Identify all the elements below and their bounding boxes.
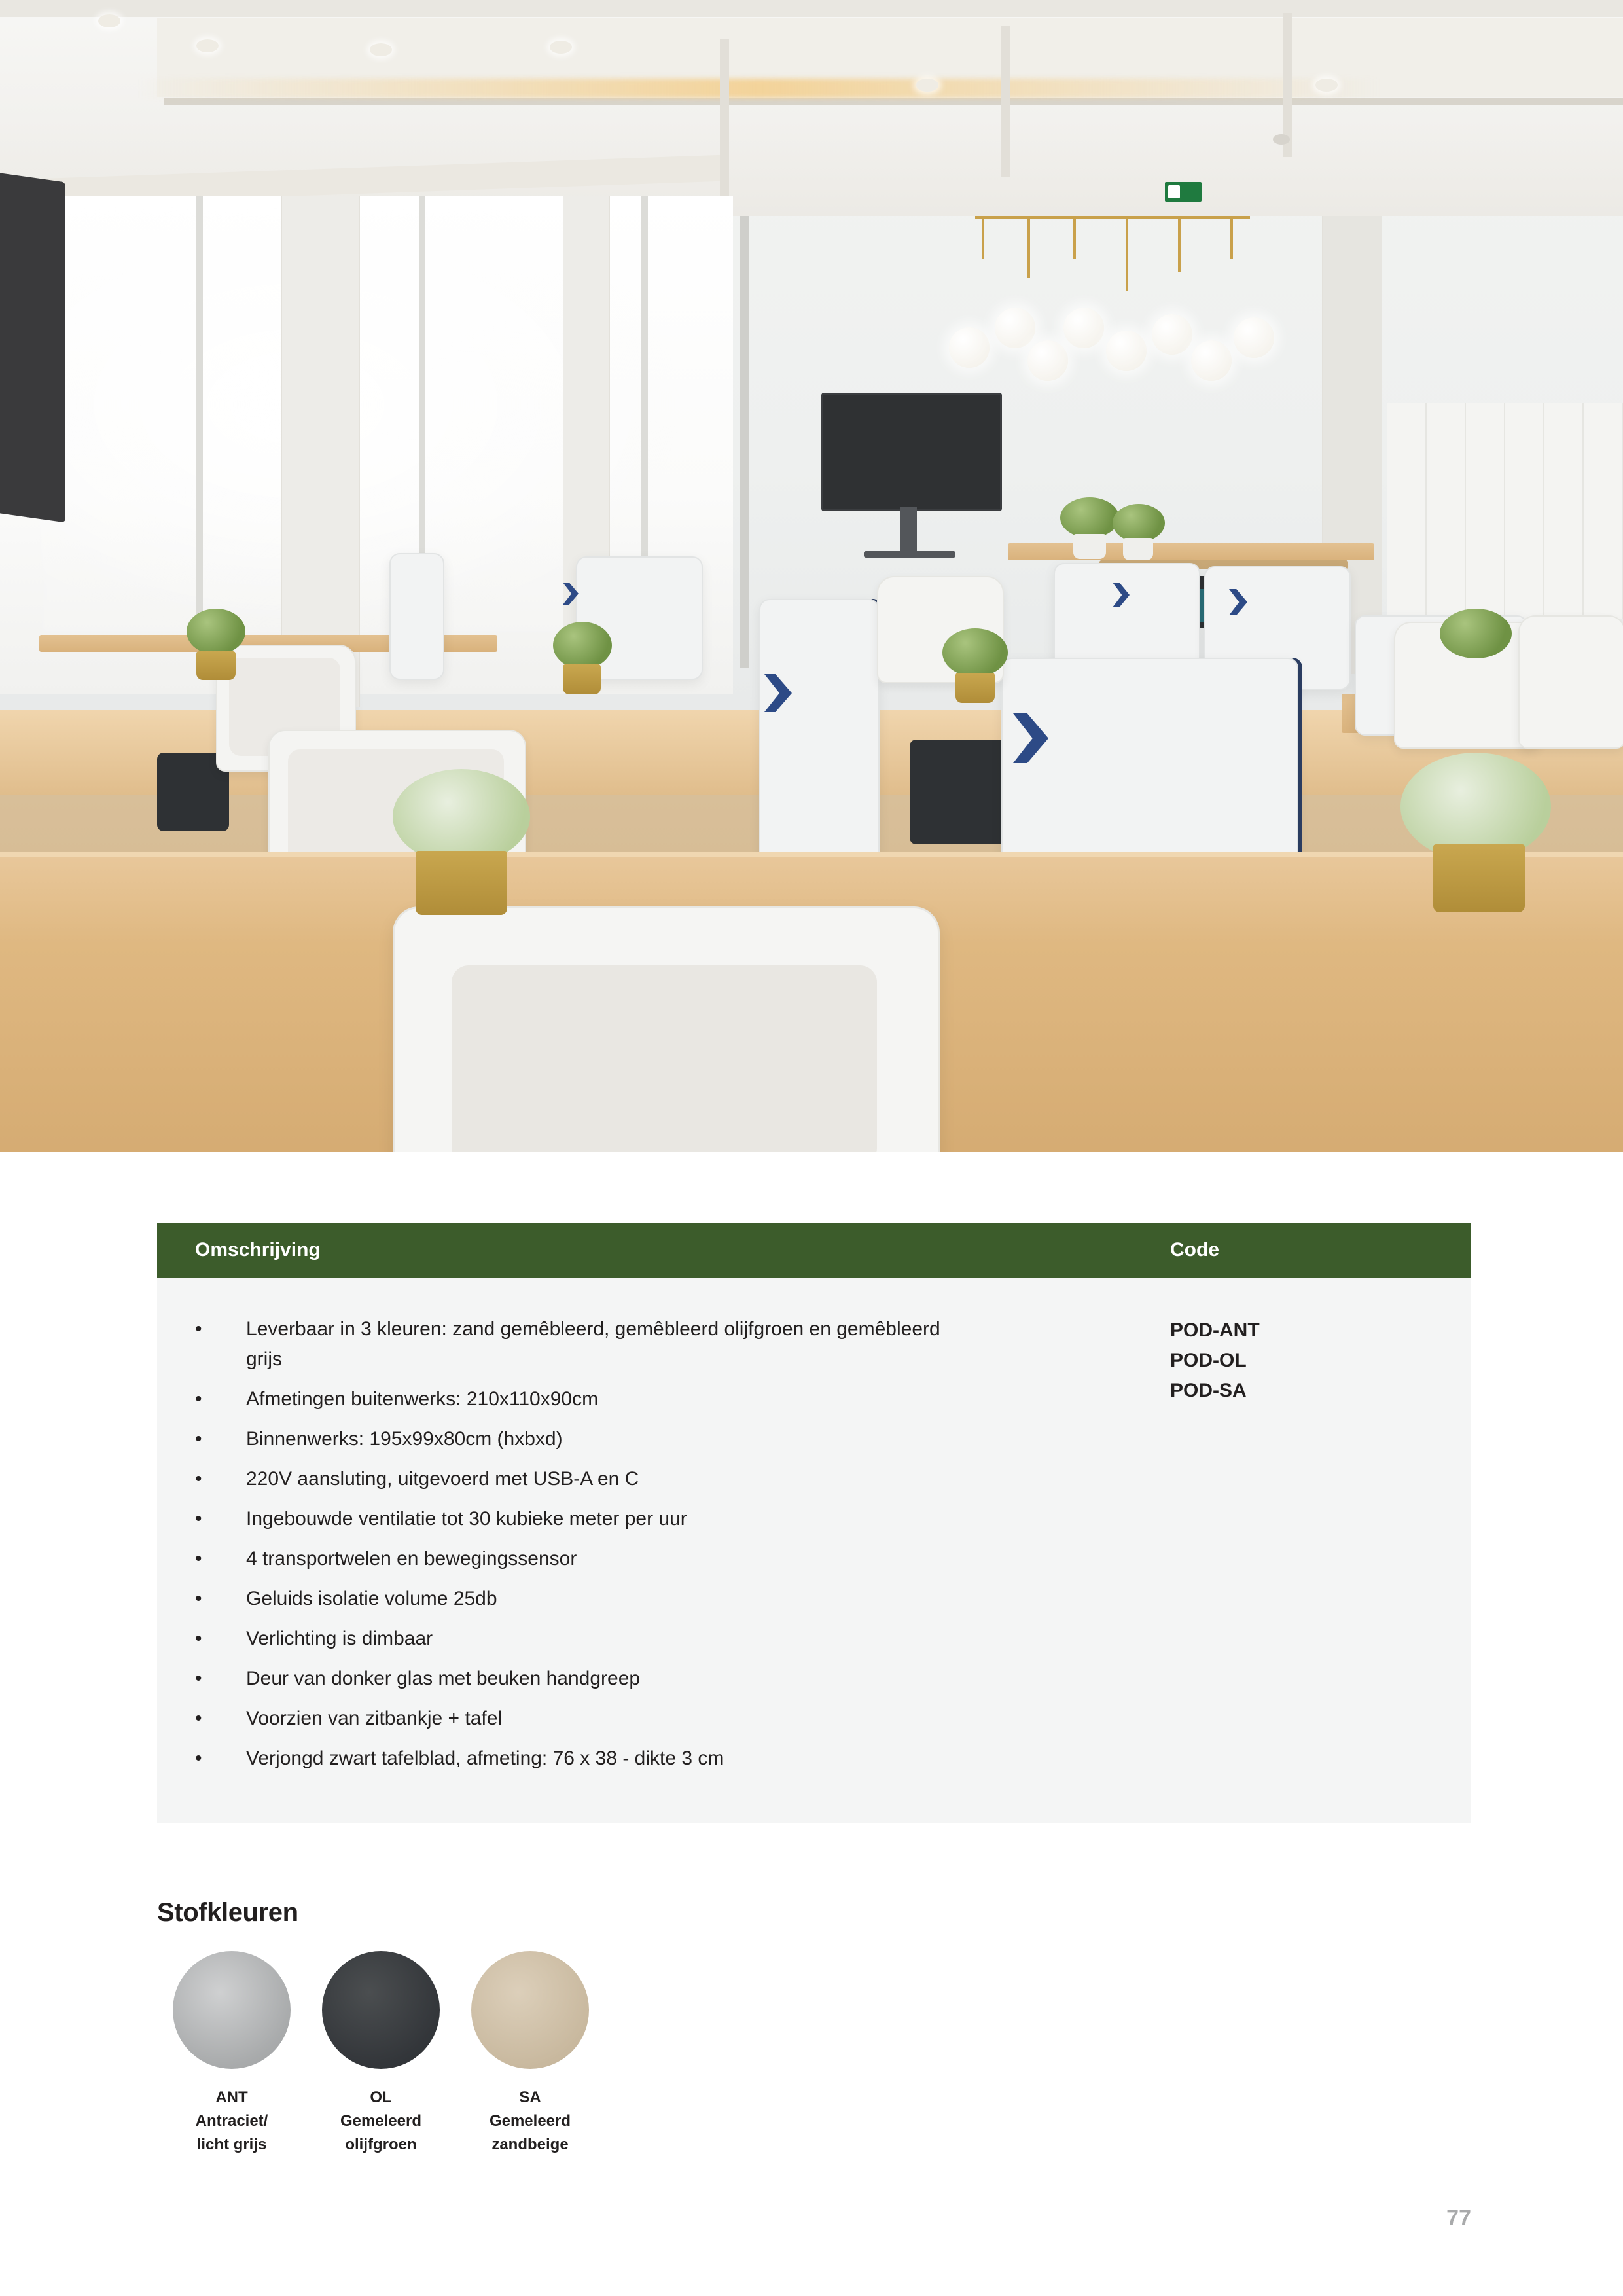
swatch-color-icon — [471, 1951, 589, 2069]
plant-pot — [563, 664, 601, 694]
downlight-icon — [196, 39, 219, 52]
pendant-bulb — [1063, 308, 1104, 348]
downlight-icon — [550, 41, 572, 54]
list-item-text: 220V aansluting, uitgevoerd met USB-A en C — [246, 1468, 639, 1490]
bullet-icon: • — [195, 1468, 202, 1490]
table-header-row — [157, 1223, 1471, 1278]
list-item-text: 4 transportwelen en bewegingssensor — [246, 1548, 577, 1570]
plant-pot — [1123, 538, 1153, 560]
list-item — [195, 1544, 1170, 1574]
desk-privacy-screen — [759, 599, 880, 896]
product-code: POD-ANT — [1170, 1319, 1260, 1341]
list-item-text: Verjongd zwart tafelblad, afmeting: 76 x 38 - dikte 3 cm — [246, 1748, 724, 1769]
plant-pot — [416, 851, 507, 915]
pendant-bulb — [1191, 340, 1232, 381]
downlight-icon — [1315, 79, 1338, 92]
page-number: 77 — [1446, 2206, 1471, 2231]
specification-table — [157, 1223, 1471, 1823]
list-item — [195, 1424, 1170, 1454]
product-code: POD-SA — [1170, 1380, 1247, 1401]
swatch-name-line2: licht grijs — [196, 2136, 267, 2153]
desk — [1008, 543, 1374, 560]
section-title: Stofkleuren — [157, 1898, 298, 1927]
swatch-item-ol — [306, 1951, 455, 2157]
pendant-bulb — [1027, 340, 1068, 381]
plant-pot — [196, 651, 236, 680]
ceiling-slot — [1001, 26, 1010, 177]
list-item — [195, 1664, 1170, 1694]
column-header-code: Code — [1170, 1239, 1219, 1261]
list-item — [195, 1384, 1170, 1414]
swatch-color-icon — [322, 1951, 440, 2069]
ceiling-slot — [164, 98, 1623, 105]
downlight-icon — [98, 14, 120, 27]
pendant-bulb — [1106, 331, 1147, 371]
ceiling-beam — [0, 0, 1623, 17]
column-header-description: Omschrijving — [195, 1239, 321, 1261]
smoke-detector-icon — [1273, 134, 1290, 145]
exit-sign — [1165, 182, 1202, 202]
bullet-icon: • — [195, 1708, 202, 1729]
list-item — [195, 1314, 1170, 1374]
structural-column — [281, 196, 360, 707]
product-code-list — [1170, 1314, 1260, 1784]
product-code: POD-OL — [1170, 1350, 1247, 1371]
pendant-rod — [1230, 219, 1233, 259]
pendant-rod — [982, 219, 984, 259]
window-mullion — [196, 196, 203, 655]
swatch-name-line1: Gemeleerd — [340, 2112, 422, 2130]
monitor-stand — [900, 507, 917, 553]
swatch-name-line1: Antraciet/ — [195, 2112, 268, 2130]
ceiling-slot — [720, 39, 729, 196]
pendant-bulb — [995, 308, 1035, 348]
table-body — [157, 1278, 1471, 1823]
bullet-icon: • — [195, 1588, 202, 1609]
list-item-text: Geluids isolatie volume 25db — [246, 1588, 497, 1609]
bullet-icon: • — [195, 1428, 202, 1450]
swatch-name-line2: olijfgroen — [345, 2136, 417, 2153]
list-item-text: Leverbaar in 3 kleuren: zand gemêbleerd, gemêbleerd olijfgroen en gemêbleerd grijs — [246, 1318, 940, 1370]
plant-foliage — [942, 628, 1008, 677]
list-item-text: Afmetingen buitenwerks: 210x110x90cm — [246, 1388, 599, 1410]
swatch-item-sa — [455, 1951, 605, 2157]
fabric-colors-section — [157, 1898, 942, 2157]
pendant-rod — [1178, 219, 1181, 272]
wall-screen-left — [0, 171, 65, 523]
plant-foliage — [1113, 504, 1165, 542]
downlight-icon — [916, 79, 938, 92]
list-item-text: Deur van donker glas met beuken handgreep — [246, 1668, 641, 1689]
pendant-rod — [1126, 219, 1128, 291]
desk-privacy-screen — [389, 553, 444, 680]
list-item — [195, 1624, 1170, 1654]
bullet-icon: • — [195, 1668, 202, 1689]
pendant-rod — [975, 216, 1250, 219]
swatch-name-line2: zandbeige — [491, 2136, 569, 2153]
pendant-bulb — [1234, 317, 1274, 358]
plant-foliage-white — [393, 769, 530, 864]
bullet-icon: • — [195, 1508, 202, 1530]
pendant-bulb — [949, 327, 990, 368]
swatch-item-ant — [157, 1951, 306, 2157]
plant-foliage — [553, 622, 612, 669]
bullet-icon: • — [195, 1748, 202, 1769]
swatch-name-line1: Gemeleerd — [489, 2112, 571, 2130]
bullet-icon: • — [195, 1548, 202, 1570]
list-item — [195, 1744, 1170, 1774]
swatch-list — [157, 1951, 942, 2157]
list-item-text: Voorzien van zitbankje + tafel — [246, 1708, 503, 1729]
plant-foliage — [1060, 497, 1119, 538]
list-item — [195, 1704, 1170, 1734]
list-item — [195, 1584, 1170, 1614]
bullet-icon: • — [195, 1628, 202, 1649]
list-item-text: Binnenwerks: 195x99x80cm (hxbxd) — [246, 1428, 563, 1450]
ceiling-cove-light — [137, 79, 1381, 98]
plant-pot — [955, 673, 995, 703]
pendant-rod — [1073, 219, 1076, 259]
swatch-color-icon — [173, 1951, 291, 2069]
list-item-text: Verlichting is dimbaar — [246, 1628, 433, 1649]
bullet-icon: • — [195, 1388, 202, 1410]
list-item — [195, 1504, 1170, 1534]
list-item — [195, 1464, 1170, 1494]
bullet-icon: • — [195, 1318, 202, 1340]
window-mullion — [740, 216, 749, 668]
plant-pot — [1433, 844, 1525, 912]
wall-monitor — [821, 393, 1002, 511]
swatch-code: SA — [519, 2089, 541, 2106]
chair-backrest-foreground — [452, 965, 877, 1152]
downlight-icon — [370, 43, 392, 56]
swatch-code: OL — [370, 2089, 392, 2106]
pendant-bulb — [1152, 314, 1192, 355]
monitor-foot — [864, 551, 955, 558]
plant-foliage — [187, 609, 245, 655]
plant-foliage — [1440, 609, 1512, 658]
swatch-code: ANT — [215, 2089, 248, 2106]
plant-pot — [1073, 534, 1106, 559]
pendant-rod — [1027, 219, 1030, 278]
office-chair — [1518, 615, 1623, 749]
feature-list — [157, 1314, 1170, 1784]
list-item-text: Ingebouwde ventilatie tot 30 kubieke meter per uur — [246, 1508, 687, 1530]
office-chair-dark — [910, 740, 1008, 844]
perforated-wall-panel — [1387, 403, 1623, 619]
